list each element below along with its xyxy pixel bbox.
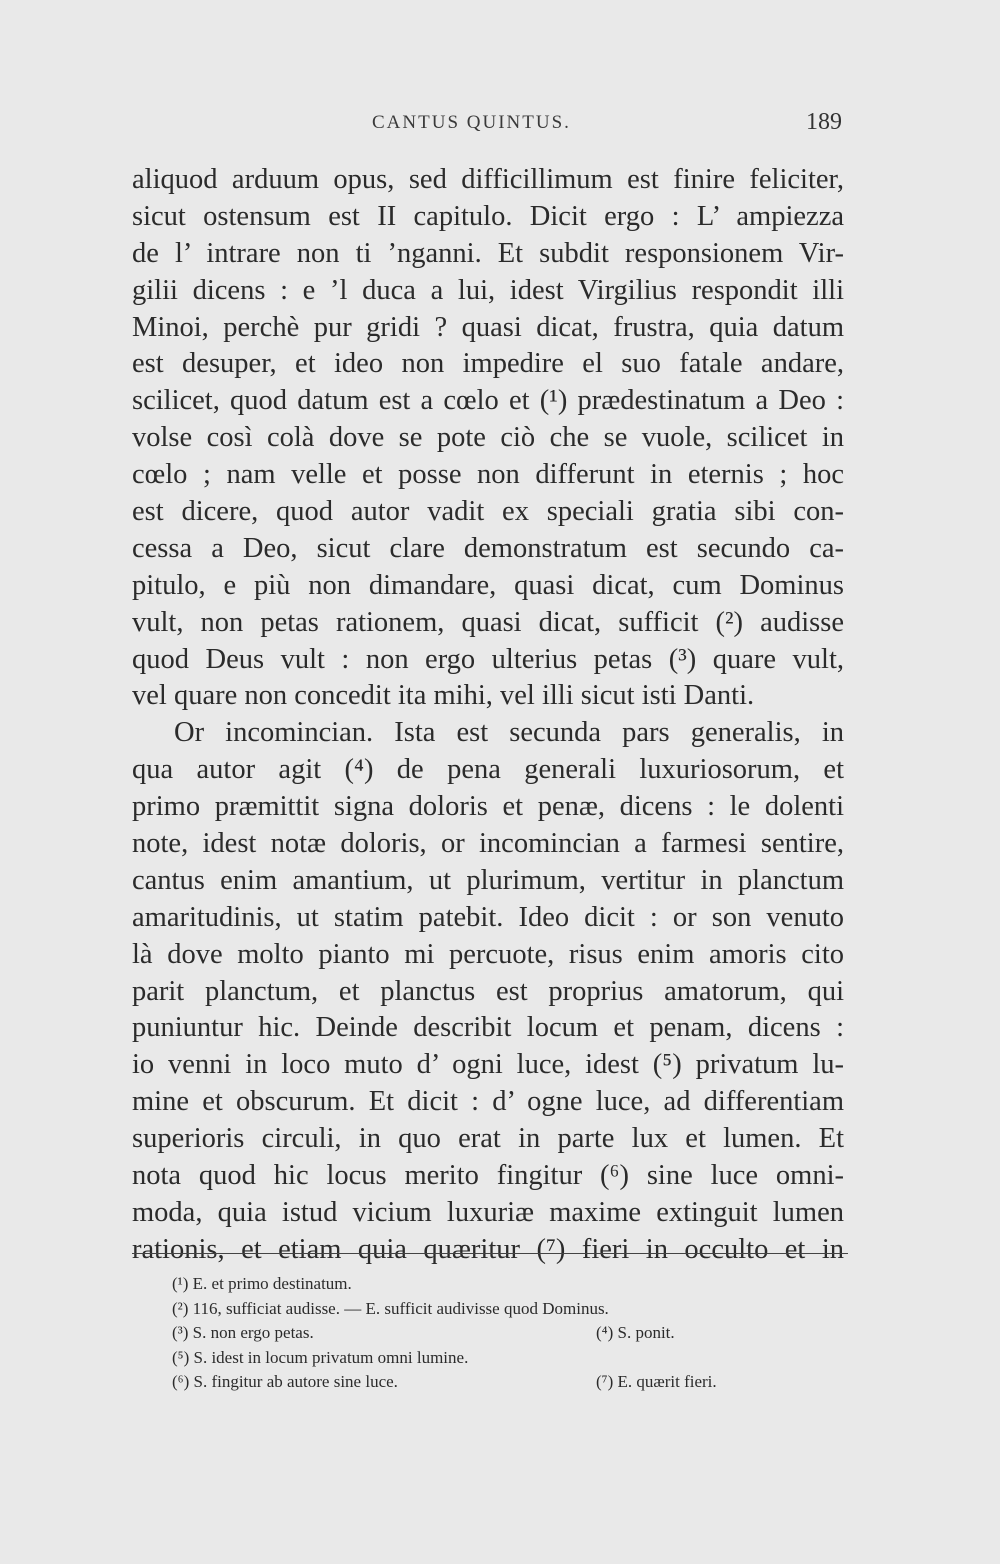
- page-number: 189: [806, 109, 842, 135]
- text-line: cantus enim amantium, ut plurimum, vertitur in planctum: [132, 864, 844, 896]
- text-line: est dicere, quod autor vadit ex speciali gratia sibi con-: [132, 496, 844, 528]
- footnotes: [172, 1272, 792, 1395]
- footnote: (⁷) E. quærit fieri.: [596, 1372, 717, 1391]
- text-line: Or incomincian. Ista est secunda pars generalis, in: [174, 717, 844, 749]
- text-line: io venni in loco muto d’ ogni luce, idest (⁵) privatum lu-: [132, 1049, 844, 1081]
- text-line: gilii dicens : e ’l duca a lui, idest Virgilius respondit illi: [132, 274, 844, 306]
- footnote-row: [172, 1370, 792, 1395]
- footnote-divider: [132, 1253, 848, 1254]
- footnote-row: [172, 1272, 792, 1297]
- text-line: note, idest notæ doloris, or incomincian a farmesi sentire,: [132, 828, 844, 860]
- text-line: cœlo ; nam velle et posse non differunt in eternis ; hoc: [132, 459, 844, 491]
- text-line: de l’ intrare non ti ’nganni. Et subdit responsionem Vir-: [132, 237, 844, 269]
- text-line: aliquod arduum opus, sed difficillimum est finire feliciter,: [132, 164, 844, 195]
- text-line: est desuper, et ideo non impedire el suo fatale andare,: [132, 348, 844, 380]
- page-header: [130, 109, 842, 144]
- text-line: superioris circuli, in quo erat in parte lux et lumen. Et: [132, 1123, 844, 1155]
- text-line: cessa a Deo, sicut clare demonstratum est secundo ca-: [132, 532, 844, 564]
- footnote-row: [172, 1321, 792, 1346]
- running-title: CANTUS QUINTUS.: [372, 112, 571, 133]
- text-line: moda, quia istud vicium luxuriæ maxime extinguit lumen: [132, 1196, 844, 1228]
- text-line: là dove molto pianto mi percuote, risus enim amoris cito: [132, 938, 844, 970]
- footnote: (⁶) S. fingitur ab autore sine luce.: [172, 1372, 398, 1391]
- text-line: Minoi, perchè pur gridi ? quasi dicat, frustra, quia datum: [132, 311, 844, 343]
- footnote: (¹) E. et primo destinatum.: [172, 1274, 352, 1293]
- text-line: pitulo, e più non dimandare, quasi dicat, cum Dominus: [132, 569, 844, 601]
- footnote: (⁴) S. ponit.: [596, 1323, 675, 1342]
- footnote: (²) 116, sufficiat audisse. — E. sufficit audivisse quod Dominus.: [172, 1298, 609, 1318]
- text-line: puniuntur hic. Deinde describit locum et penam, dicens :: [132, 1012, 844, 1044]
- text-line: quod Deus vult : non ergo ulterius petas (³) quare vult,: [132, 643, 844, 675]
- text-line: amaritudinis, ut statim patebit. Ideo dicit : or son venuto: [132, 901, 844, 933]
- text-line: parit planctum, et planctus est proprius amatorum, qui: [132, 975, 844, 1007]
- text-line: nota quod hic locus merito fingitur (⁶) sine luce omni-: [132, 1160, 844, 1192]
- text-line: rationis, et etiam quia quæritur (⁷) fieri in occulto et in: [132, 1233, 844, 1265]
- text-line: qua autor agit (⁴) de pena generali luxuriosorum, et: [132, 754, 844, 786]
- text-line: sicut ostensum est II capitulo. Dicit ergo : L’ ampiezza: [132, 200, 844, 232]
- text-line: mine et obscurum. Et dicit : d’ ogne luce, ad differentiam: [132, 1086, 844, 1118]
- footnote-row: [172, 1297, 792, 1322]
- text-line: vel quare non concedit ita mihi, vel illi sicut isti Danti.: [132, 680, 755, 712]
- footnote: (⁵) S. idest in locum privatum omni lumine.: [172, 1347, 469, 1367]
- footnote: (³) S. non ergo petas.: [172, 1323, 314, 1342]
- text-line: primo præmittit signa doloris et penæ, dicens : le dolenti: [132, 791, 844, 823]
- footnote-row: [172, 1346, 792, 1371]
- body-text: [132, 162, 844, 1269]
- text-line: vult, non petas rationem, quasi dicat, sufficit (²) audisse: [132, 606, 844, 638]
- text-line: volse così colà dove se pote ciò che se vuole, scilicet in: [132, 422, 844, 454]
- text-line: scilicet, quod datum est a cœlo et (¹) prædestinatum a Deo :: [132, 385, 844, 417]
